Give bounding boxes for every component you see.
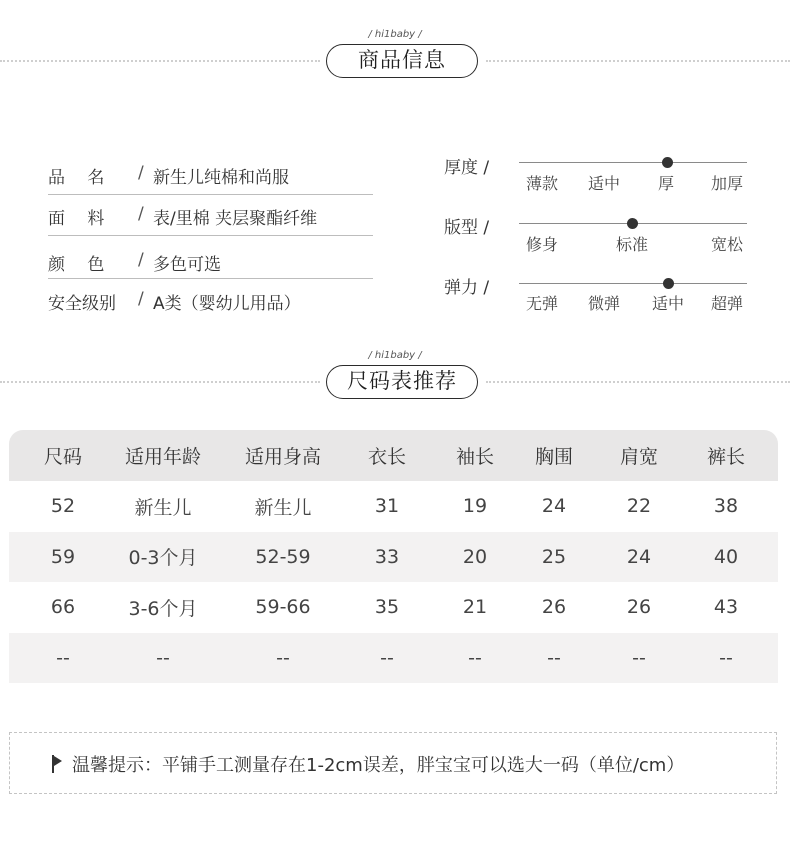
scale-option: 适中 [587, 174, 621, 193]
scale-option: 微弹 [587, 294, 621, 313]
info-label: 品 名 [48, 168, 105, 188]
table-cell: 33 [374, 545, 400, 568]
table-cell: 38 [713, 495, 739, 518]
scale-track [519, 283, 747, 284]
table-cell: 43 [713, 596, 739, 619]
table-cell: 24 [626, 545, 652, 568]
scale-option: 标准 [615, 235, 649, 254]
scale-option: 适中 [651, 294, 685, 313]
table-cell: 3-6个月 [128, 597, 198, 620]
table-row [9, 633, 778, 684]
info-value: A类（婴幼儿用品） [153, 294, 301, 314]
scale-elasticity [444, 273, 754, 323]
table-row [9, 481, 778, 532]
section-header-product-info [0, 29, 790, 86]
table-cell: 21 [462, 596, 488, 619]
table-cell: 52 [50, 495, 76, 518]
table-cell: -- [380, 646, 394, 669]
table-header-cell: 适用年龄 [124, 446, 202, 468]
info-separator: / [138, 163, 144, 183]
table-cell: 19 [462, 495, 488, 518]
table-cell: 25 [541, 545, 567, 568]
brand-tag: / hi1baby / [0, 350, 790, 362]
divider-left [0, 60, 320, 62]
scale-option: 超弹 [710, 294, 744, 313]
section-title: 商品信息 [358, 48, 446, 72]
scale-thickness [444, 153, 754, 203]
table-cell: 59 [50, 545, 76, 568]
table-header-cell: 袖长 [455, 446, 495, 468]
table-cell: -- [56, 646, 70, 669]
table-header-cell: 衣长 [367, 446, 407, 468]
scale-title: 版型 / [444, 218, 490, 238]
table-cell: 35 [374, 596, 400, 619]
table-cell: 24 [541, 495, 567, 518]
info-value: 多色可选 [153, 255, 221, 275]
table-cell: 26 [541, 596, 567, 619]
scale-title: 厚度 / [444, 158, 490, 178]
scale-option: 修身 [525, 235, 559, 254]
section-title-pill [326, 365, 478, 399]
divider-left [0, 381, 320, 383]
table-cell: 22 [626, 495, 652, 518]
info-row-safety [48, 289, 373, 317]
info-label: 安全级别 [48, 294, 116, 314]
table-cell: -- [547, 646, 561, 669]
flag-icon [52, 755, 62, 773]
info-separator: / [138, 250, 144, 270]
scale-track [519, 162, 747, 163]
table-cell: 26 [626, 596, 652, 619]
size-table [9, 430, 778, 683]
divider-right [486, 381, 790, 383]
divider-right [486, 60, 790, 62]
table-row [9, 582, 778, 633]
scale-fit [444, 213, 754, 263]
table-cell: 66 [50, 596, 76, 619]
table-cell: 20 [462, 545, 488, 568]
info-row-name [48, 163, 373, 195]
info-label: 面 料 [48, 209, 105, 229]
section-title-pill [326, 44, 478, 78]
table-cell: 0-3个月 [128, 547, 198, 570]
table-cell: -- [719, 646, 733, 669]
info-row-fabric [48, 204, 373, 236]
table-cell: 52-59 [255, 545, 311, 568]
scale-option: 加厚 [710, 174, 744, 193]
table-cell: -- [276, 646, 290, 669]
table-header-cell: 裤长 [706, 446, 746, 468]
tip-text: 温馨提示：平铺手工测量存在1-2cm误差，胖宝宝可以选大一码（单位/cm） [72, 755, 685, 776]
scale-marker [663, 278, 674, 289]
info-label: 颜 色 [48, 255, 105, 275]
table-cell: 59-66 [255, 596, 311, 619]
table-header-cell: 适用身高 [244, 446, 322, 468]
section-header-size-chart [0, 350, 790, 407]
scale-marker [662, 157, 673, 168]
table-cell: 31 [374, 495, 400, 518]
scale-option: 宽松 [710, 235, 744, 254]
table-header-cell: 胸围 [534, 446, 574, 468]
scale-option: 无弹 [525, 294, 559, 313]
tip-box [9, 732, 777, 794]
scale-option: 厚 [657, 174, 675, 193]
table-header-cell: 肩宽 [619, 446, 659, 468]
scale-marker [627, 218, 638, 229]
table-cell: -- [468, 646, 482, 669]
brand-tag: / hi1baby / [0, 29, 790, 41]
info-separator: / [138, 289, 144, 309]
table-header-row [9, 430, 778, 481]
info-separator: / [138, 204, 144, 224]
info-value: 新生儿纯棉和尚服 [153, 168, 289, 188]
scale-option: 薄款 [525, 174, 559, 193]
scale-title: 弹力 / [444, 278, 490, 298]
section-title: 尺码表推荐 [347, 369, 457, 393]
table-cell: -- [156, 646, 170, 669]
table-cell: 40 [713, 545, 739, 568]
table-header-cell: 尺码 [43, 446, 83, 468]
table-row [9, 532, 778, 583]
table-cell: 新生儿 [254, 496, 312, 519]
info-row-color [48, 250, 373, 279]
table-cell: -- [632, 646, 646, 669]
table-cell: 新生儿 [134, 496, 192, 519]
info-value: 表/里棉 夹层聚酯纤维 [153, 209, 318, 229]
